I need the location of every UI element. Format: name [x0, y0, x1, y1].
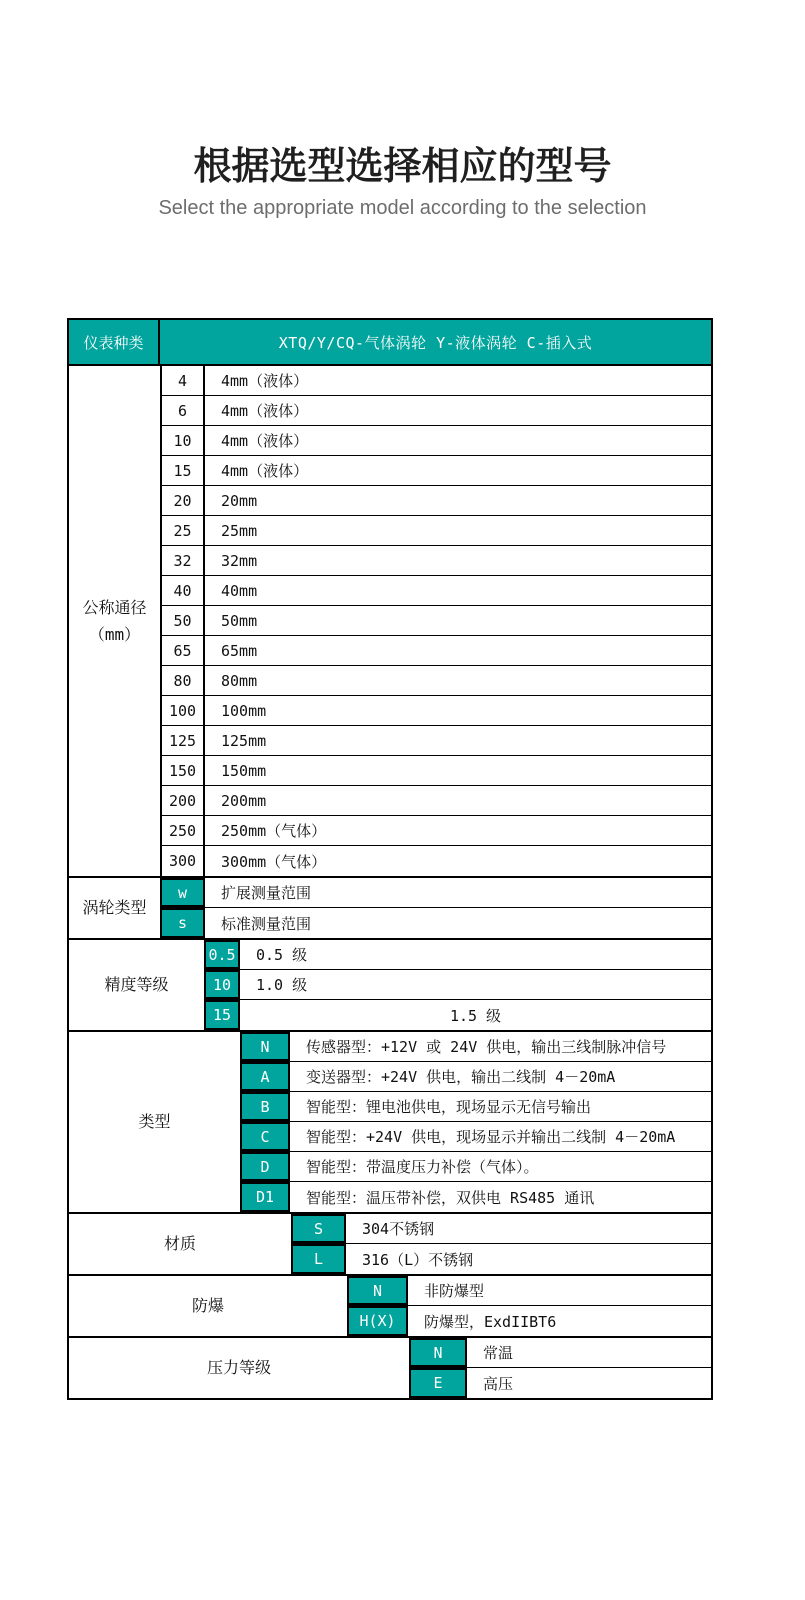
table-row: [347, 1306, 711, 1336]
table-row: [204, 1000, 711, 1030]
section-label-text: 涡轮类型: [82, 898, 147, 918]
section-rows: [204, 940, 711, 1030]
section-label: [69, 940, 204, 1030]
table-row: [160, 908, 711, 938]
desc-cell: 304不锈钢: [362, 1220, 435, 1238]
code-cell: 0.5: [204, 940, 240, 969]
code-cell: 15: [160, 456, 205, 485]
code-cell: 50: [160, 606, 205, 635]
section-label-unit: （mm）: [88, 625, 141, 644]
desc-cell: 250mm（气体）: [221, 822, 327, 840]
desc-cell: 65mm: [221, 641, 258, 660]
table-row: [160, 546, 711, 576]
section-label-text: 压力等级: [206, 1358, 271, 1378]
code-cell: N: [240, 1032, 290, 1061]
desc-cell: 扩展测量范围: [221, 884, 312, 902]
code-cell: A: [240, 1062, 290, 1091]
section-rows: [347, 1276, 711, 1336]
code-cell: w: [160, 878, 205, 907]
section-label: [69, 1276, 347, 1336]
desc-cell: 标准测量范围: [221, 914, 312, 933]
section-rows: [240, 1032, 711, 1212]
desc-cell: 50mm: [221, 611, 258, 630]
code-cell: N: [409, 1338, 467, 1367]
table-row: [160, 756, 711, 786]
table-row: [160, 786, 711, 816]
code-cell: E: [409, 1368, 467, 1398]
code-cell: 100: [160, 696, 205, 725]
code-cell: s: [160, 908, 205, 938]
desc-cell: 40mm: [221, 581, 258, 600]
table-row: [160, 666, 711, 696]
code-cell: 10: [204, 970, 240, 999]
desc-cell: 变送器型：+24V 供电，输出二线制 4－20mA: [306, 1068, 616, 1086]
section-label-text: 防爆: [191, 1296, 224, 1316]
section-label-text: 材质: [163, 1234, 196, 1254]
table-row: [240, 1122, 711, 1152]
code-cell: 200: [160, 786, 205, 815]
code-cell: 65: [160, 636, 205, 665]
page-title: 根据选型选择相应的型号: [193, 146, 612, 188]
desc-cell: 智能型：带温度压力补偿（气体）。: [306, 1158, 539, 1176]
table-header-row: [69, 320, 711, 366]
desc-cell: 4mm（液体）: [221, 432, 309, 450]
section-label-text: 精度等级: [104, 975, 169, 995]
section-label: [69, 1214, 291, 1274]
section-output-type: [69, 1030, 711, 1212]
table-row: [291, 1244, 711, 1274]
code-cell: H(X): [347, 1306, 408, 1336]
desc-cell: 25mm: [221, 521, 258, 540]
section-rows: [160, 878, 711, 938]
section-label: [69, 878, 160, 938]
desc-cell: 4mm（液体）: [221, 462, 309, 480]
desc-cell: 非防爆型: [424, 1282, 485, 1300]
desc-cell: 125mm: [221, 731, 267, 750]
section-label-text: 类型: [138, 1112, 171, 1132]
table-row: [160, 486, 711, 516]
section-rows: [291, 1214, 711, 1274]
table-row: [160, 636, 711, 666]
desc-cell: 常温: [483, 1344, 514, 1362]
header-category-cell: 仪表种类: [69, 320, 160, 364]
section-pressure-class: [69, 1336, 711, 1398]
table-row: [240, 1092, 711, 1122]
desc-cell: 防爆型，ExdIIBT6: [424, 1312, 557, 1331]
table-row: [240, 1152, 711, 1182]
code-cell: D: [240, 1152, 290, 1181]
desc-cell: 4mm（液体）: [221, 402, 309, 420]
code-cell: N: [347, 1276, 408, 1305]
section-rows: [160, 366, 711, 876]
desc-cell: 智能型：温压带补偿，双供电 RS485 通讯: [306, 1188, 595, 1207]
section-explosion-proof: [69, 1274, 711, 1336]
code-cell: 125: [160, 726, 205, 755]
desc-cell: 100mm: [221, 701, 267, 720]
desc-cell: 高压: [483, 1374, 514, 1393]
header-series-cell: XTQ/Y/CQ-气体涡轮 Y-液体涡轮 C-插入式: [278, 333, 593, 352]
section-label-text: 公称通径: [82, 597, 147, 617]
model-selection-table: [67, 318, 713, 1400]
code-cell: 4: [160, 366, 205, 395]
code-cell: 10: [160, 426, 205, 455]
code-cell: 32: [160, 546, 205, 575]
code-cell: 20: [160, 486, 205, 515]
table-row: [160, 576, 711, 606]
table-row: [160, 516, 711, 546]
section-nominal-diameter: [69, 366, 711, 876]
section-accuracy-class: [69, 938, 711, 1030]
table-row: [240, 1032, 711, 1062]
code-cell: 6: [160, 396, 205, 425]
desc-cell: 32mm: [221, 551, 258, 570]
desc-cell: 传感器型：+12V 或 24V 供电，输出三线制脉冲信号: [306, 1038, 667, 1056]
page-subtitle: Select the appropriate model according to the selection: [158, 197, 647, 219]
table-row: [347, 1276, 711, 1306]
desc-cell: 20mm: [221, 491, 258, 510]
table-row: [160, 878, 711, 908]
code-cell: D1: [240, 1182, 290, 1212]
code-cell: 80: [160, 666, 205, 695]
table-row: [160, 726, 711, 756]
table-row: [160, 456, 711, 486]
desc-cell: 80mm: [221, 671, 258, 690]
section-label: [69, 1338, 409, 1398]
section-material: [69, 1212, 711, 1274]
desc-cell: 1.0 级: [256, 976, 308, 994]
desc-cell: 1.5 级: [449, 1006, 502, 1025]
table-row: [160, 366, 711, 396]
code-cell: B: [240, 1092, 290, 1121]
section-turbine-type: [69, 876, 711, 938]
table-row: [160, 696, 711, 726]
code-cell: C: [240, 1122, 290, 1151]
desc-cell: 0.5 级: [256, 946, 308, 964]
table-row: [160, 426, 711, 456]
desc-cell: 4mm（液体）: [221, 372, 309, 390]
section-label: [69, 1032, 240, 1212]
code-cell: 150: [160, 756, 205, 785]
code-cell: 250: [160, 816, 205, 845]
code-cell: S: [291, 1214, 346, 1243]
desc-cell: 300mm（气体）: [221, 852, 327, 871]
desc-cell: 智能型：锂电池供电，现场显示无信号输出: [306, 1098, 592, 1116]
code-cell: 300: [160, 846, 205, 876]
code-cell: L: [291, 1244, 346, 1274]
table-row: [409, 1368, 711, 1398]
desc-cell: 智能型：+24V 供电，现场显示并输出二线制 4－20mA: [306, 1128, 676, 1146]
section-rows: [409, 1338, 711, 1398]
desc-cell: 200mm: [221, 791, 267, 810]
table-row: [160, 846, 711, 876]
section-label: [69, 366, 160, 876]
desc-cell: 316（L）不锈钢: [362, 1250, 474, 1269]
table-row: [240, 1182, 711, 1212]
table-row: [240, 1062, 711, 1092]
code-cell: 40: [160, 576, 205, 605]
table-row: [160, 396, 711, 426]
table-row: [160, 816, 711, 846]
table-row: [409, 1338, 711, 1368]
table-row: [204, 940, 711, 970]
code-cell: 15: [204, 1000, 240, 1030]
code-cell: 25: [160, 516, 205, 545]
desc-cell: 150mm: [221, 761, 267, 780]
table-row: [291, 1214, 711, 1244]
table-row: [204, 970, 711, 1000]
table-row: [160, 606, 711, 636]
